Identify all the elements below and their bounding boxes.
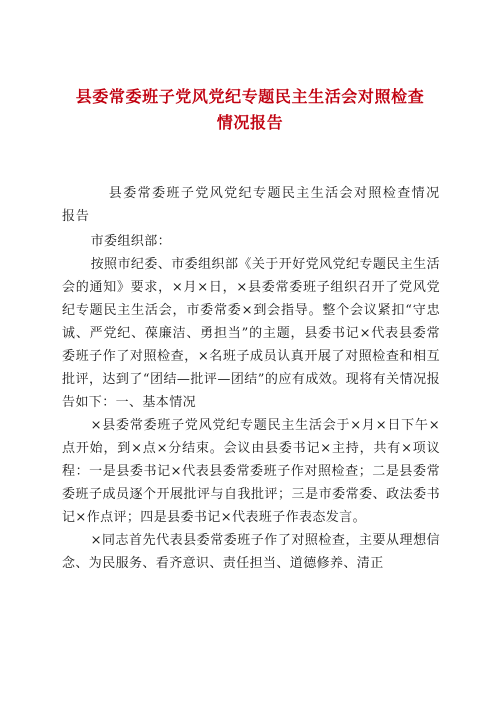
document-title: 县委常委班子党风党纪专题民主生活会对照检查情况报告 xyxy=(75,87,425,132)
document-subtitle: 县委常委班子党风党纪专题民主生活会对照检查情况报告 xyxy=(62,186,440,224)
paragraph: ×同志首先代表县委常委班子作了对照检查，主要从理想信念、为民服务、看齐意识、责任担当、道德修养、清正 xyxy=(62,533,440,571)
paragraph: ×县委常委班子党风党纪专题民主生活会于×月×日下午×点开始，到×点×分结束。会议由县委书记×主持，共有×项议程：一是县委书记×代表县委常委班子作对照检查；二是县委常委班子成员逐个开展批评与自我批评；三是市委常委、政法委书记×作点评；四是县委书记×代表班子作表态发言。 xyxy=(62,418,440,525)
document-body xyxy=(62,182,440,575)
salutation: 市委组织部： xyxy=(90,234,171,249)
paragraph: 按照市纪委、市委组织部《关于开好党风党纪专题民主生活会的通知》要求，×月×日，×县委常委班子组织召开了党风党纪专题民主生活会，市委常委×到会指导。整个会议紧扣“守忠诚、严党纪、葆廉洁、勇担当”的主题，县委书记×代表县委常委班子作了对照检查，×名班子成员认真开展了对照检查和相互批评，达到了“团结—批评—团结”的应有成效。现将有关情况报告如下：一、基本情况 xyxy=(62,257,440,410)
